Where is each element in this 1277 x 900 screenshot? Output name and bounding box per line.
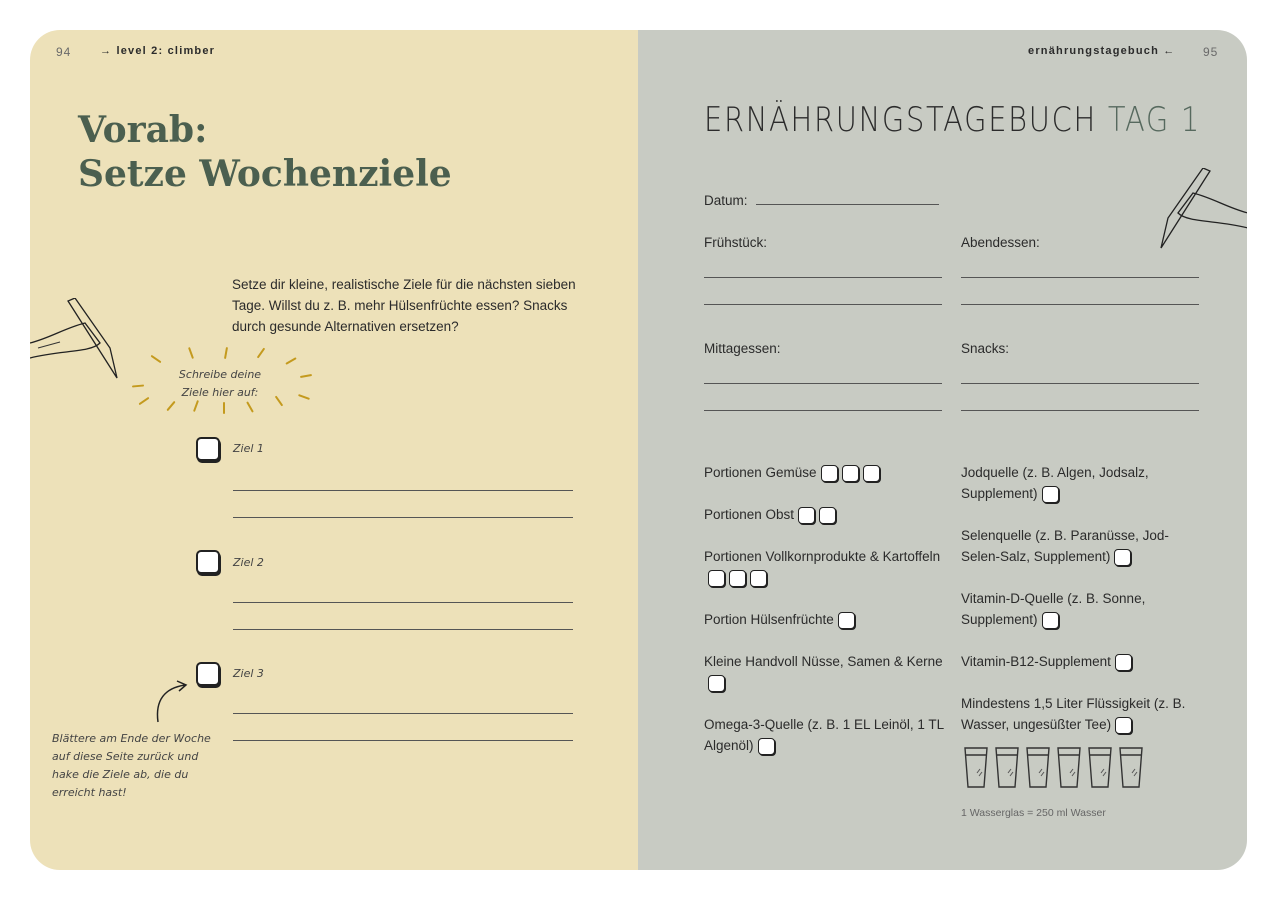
write-line[interactable] [961, 383, 1199, 384]
checklist-item [961, 693, 1206, 735]
water-glass-icon[interactable] [1118, 745, 1144, 789]
note-text: Blättere am Ende der Woche auf diese Seite zurück und hake die Ziele ab, die du erreicht hast! [52, 732, 211, 799]
running-head: → level 2: climber [100, 45, 216, 57]
right-page [638, 30, 1247, 870]
checklist-item [704, 651, 949, 693]
goal-checkbox[interactable] [196, 437, 220, 461]
page-title: ERNÄHRUNGSTAGEBUCH TAG 1 [704, 100, 1201, 140]
page-number: 95 [1203, 45, 1219, 59]
write-line[interactable] [233, 740, 573, 741]
checkbox[interactable] [1115, 654, 1132, 671]
meal-mittagessen: Mittagessen: [704, 341, 781, 356]
checklist-item-label: Omega-3-Quelle (z. B. 1 EL Leinöl, 1 TL Algenöl) [704, 717, 944, 753]
checkbox[interactable] [1042, 486, 1059, 503]
checklist-item-label: Portionen Gemüse [704, 465, 817, 480]
callout-text: Schreibe deine Ziele hier auf: [178, 368, 262, 399]
water-glass-icon[interactable] [963, 745, 989, 789]
date-line[interactable] [756, 204, 939, 205]
date-label: Datum: [704, 193, 748, 208]
checklist-item-label: Vitamin-B12-Supplement [961, 654, 1111, 669]
write-line[interactable] [233, 713, 573, 714]
checklist-item [704, 714, 949, 756]
checkbox[interactable] [1115, 717, 1132, 734]
write-line[interactable] [233, 602, 573, 603]
left-page: 94 → level 2: climber Vorab: Setze Wochenziele Setze dir kleine, realistische Ziele für die nächsten sieben Tage. Willst du z. B. mehr Hülsenfrüchte essen? Snacks durch gesunde Alternativen ersetzen? Schreibe deine Ziele hier auf: Ziel 1 Ziel 2 Ziel 3 Blättere am Ende der Woche auf diese Seite zurück und hake die Ziele ab, die du erreicht hast! [30, 30, 638, 870]
intro-text: Setze dir kleine, realistische Ziele für die nächsten sieben Tage. Willst du z. B. mehr Hülsenfrüchte essen? Snacks durch gesunde Alternativen ersetzen? [232, 277, 576, 334]
goal-checkbox[interactable] [196, 662, 220, 686]
meal-snacks: Snacks: [961, 341, 1010, 356]
checklist-right [961, 462, 1206, 745]
checklist-item-label: Mindestens 1,5 Liter Flüssigkeit (z. B. Wasser, ungesüßter Tee) [961, 696, 1186, 732]
water-note: 1 Wasserglas = 250 ml Wasser [961, 807, 1106, 819]
checklist-item [704, 609, 949, 630]
checklist-item [704, 462, 949, 483]
checkbox[interactable] [750, 570, 767, 587]
checklist-item [961, 462, 1206, 504]
meal-abendessen: Abendessen: [961, 235, 1040, 250]
checkbox[interactable] [863, 465, 880, 482]
checklist-item [961, 588, 1206, 630]
water-glass-icon[interactable] [994, 745, 1020, 789]
checkbox[interactable] [708, 675, 725, 692]
checkbox[interactable] [819, 507, 836, 524]
checkbox[interactable] [729, 570, 746, 587]
checklist-item-label: Portionen Obst [704, 507, 795, 522]
page-number: 94 [56, 45, 72, 59]
checklist-item-label: Selenquelle (z. B. Paranüsse, Jod-Selen-Salz, Supplement) [961, 528, 1169, 564]
checklist-item-label: Portion Hülsenfrüchte [704, 612, 834, 627]
checklist-item [961, 651, 1206, 672]
write-line[interactable] [961, 304, 1199, 305]
book-spread [30, 30, 1247, 870]
write-line[interactable] [704, 304, 942, 305]
checkbox[interactable] [758, 738, 775, 755]
write-line[interactable] [233, 517, 573, 518]
checklist-item-label: Kleine Handvoll Nüsse, Samen & Kerne [704, 654, 943, 669]
water-glasses [963, 745, 1149, 794]
write-line[interactable] [704, 383, 942, 384]
checklist-left [704, 462, 949, 777]
checkbox[interactable] [838, 612, 855, 629]
checklist-item [704, 546, 949, 588]
checklist-item [704, 504, 949, 525]
hand-pen-icon [30, 298, 125, 383]
water-glass-icon[interactable] [1025, 745, 1051, 789]
water-glass-icon[interactable] [1087, 745, 1113, 789]
checkbox[interactable] [1042, 612, 1059, 629]
write-line[interactable] [704, 277, 942, 278]
page-title: Vorab: Setze Wochenziele [78, 109, 452, 195]
arrow-icon [150, 680, 190, 725]
checklist-item-label: Portionen Vollkornprodukte & Kartoffeln [704, 549, 941, 564]
checklist-item-label: Vitamin-D-Quelle (z. B. Sonne, Supplement) [961, 591, 1146, 627]
water-glass-icon[interactable] [1056, 745, 1082, 789]
checkbox[interactable] [798, 507, 815, 524]
checklist-item-label: Jodquelle (z. B. Algen, Jodsalz, Supplement) [961, 465, 1149, 501]
write-line[interactable] [233, 629, 573, 630]
checklist-item [961, 525, 1206, 567]
write-line[interactable] [704, 410, 942, 411]
write-line[interactable] [961, 277, 1199, 278]
checkbox[interactable] [1114, 549, 1131, 566]
goal-checkbox[interactable] [196, 550, 220, 574]
hand-pen-icon [1153, 168, 1247, 253]
write-line[interactable] [961, 410, 1199, 411]
running-head: ernährungstagebuch ← [1028, 45, 1176, 57]
meal-fruehstueck: Frühstück: [704, 235, 768, 250]
checkbox[interactable] [842, 465, 859, 482]
checkbox[interactable] [708, 570, 725, 587]
write-line[interactable] [233, 490, 573, 491]
checkbox[interactable] [821, 465, 838, 482]
